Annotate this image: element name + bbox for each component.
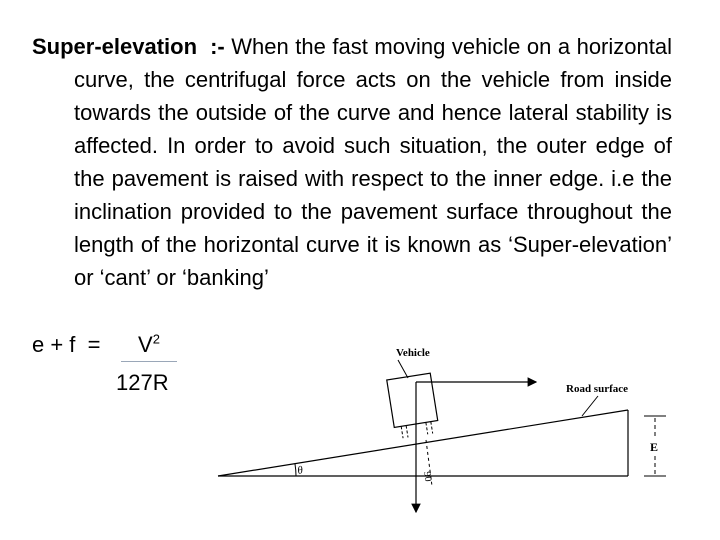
theta-label: θ (296, 464, 304, 477)
formula-numerator-base: V (138, 332, 153, 357)
vehicle-label: Vehicle (396, 347, 430, 359)
vehicle-wheel-right-2 (431, 422, 433, 434)
vehicle-wheel-left (401, 426, 403, 438)
formula-numerator (121, 328, 177, 362)
right-angle-label: 90 (421, 470, 434, 483)
formula-denominator: 127R (116, 370, 169, 395)
vehicle-body (387, 373, 438, 427)
vehicle-wheel-right (426, 422, 428, 434)
formula-exponent: 2 (152, 331, 160, 347)
definition-term: Super-elevation (32, 34, 198, 59)
superelevation-diagram (210, 336, 690, 520)
vehicle-leader (398, 360, 408, 378)
formula-lhs: e + f = (32, 332, 101, 357)
road-surface-leader (582, 396, 598, 416)
definition-separator: :- (210, 34, 225, 59)
definition-body: When the fast moving vehicle on a horizontal curve, the centrifugal force acts on the vehicle from inside towards the outside of the curve and hence lateral stability is affected. In order to avoid such situation, the outer edge of the pavement is raised with respect to the inner edge. i.e the inclination provided to the pavement surface throughout the length of the horizontal curve it is known as ‘Super-elevation’ or ‘cant’ or ‘banking’ (74, 34, 672, 290)
vehicle-wheel-left-2 (406, 426, 408, 438)
vehicle (387, 373, 440, 439)
road-surface-label: Road surface (566, 383, 629, 395)
height-label: E (650, 440, 659, 454)
definition-paragraph (32, 30, 672, 294)
